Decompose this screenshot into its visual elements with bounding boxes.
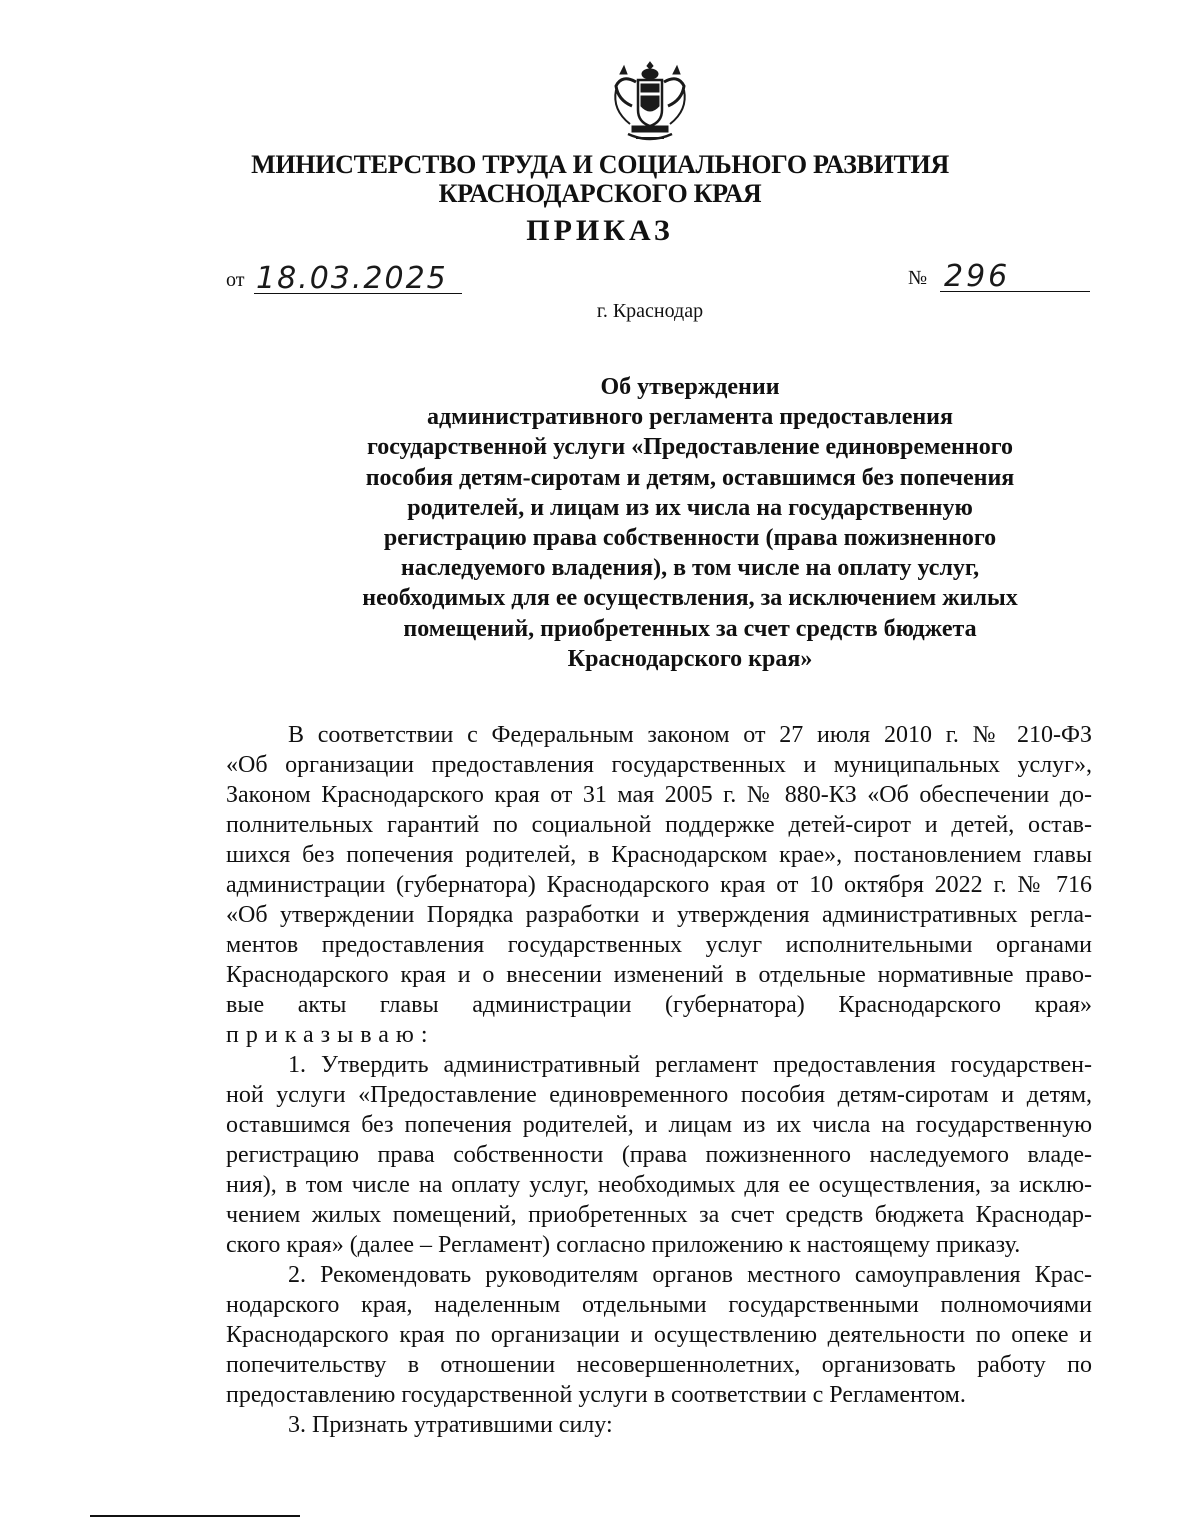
item1-line: чением жилых помещений, приобретенных за счет средств бюджета Краснодар-	[226, 1202, 1092, 1228]
item1-line: регистрацию права собственности (права пожизненного наследуемого владе-	[226, 1142, 1092, 1168]
city: г. Краснодар	[596, 300, 704, 322]
preamble-line: Краснодарского края и о внесении изменений в отдельные нормативные право-	[226, 962, 1092, 988]
preamble-line: администрации (губернатора) Краснодарского края от 10 октября 2022 г. № 716	[226, 872, 1092, 898]
item1-line: ского края» (далее – Регламент) согласно приложению к настоящему приказу.	[226, 1232, 1021, 1258]
subject-line: наследуемого владения), в том числе на оплату услуг,	[400, 555, 980, 582]
subject-line: Об утверждении	[600, 374, 780, 400]
preamble-line: В соответствии с Федеральным законом от 27 июля 2010 г. № 210-ФЗ	[288, 722, 1092, 748]
preamble-line: вые акты главы администрации (губернатора) Краснодарского края»	[226, 992, 1092, 1018]
item1-line: 1. Утвердить административный регламент предоставления государствен-	[288, 1052, 1092, 1078]
item1-line: ния), в том числе на оплату услуг, необходимых для ее осуществления, за исклю-	[226, 1172, 1092, 1198]
preamble-line: Законом Краснодарского края от 31 мая 2005 г. № 880-КЗ «Об обеспечении до-	[226, 782, 1092, 808]
ministry-line-2: КРАСНОДАРСКОГО КРАЯ	[438, 179, 762, 208]
date-underline	[254, 293, 462, 294]
item2-line: попечительству в отношении несовершеннолетних, организовать работу по	[226, 1352, 1092, 1378]
preamble-line: «Об утверждении Порядка разработки и утверждения административных регла-	[226, 902, 1092, 928]
order-number	[908, 259, 1090, 294]
subject-line: государственной услуги «Предоставление единовременного	[366, 434, 1013, 461]
preamble-line: ментов предоставления государственных услуг исполнительными органами	[226, 932, 1092, 958]
preamble-line: «Об организации предоставления государственных и муниципальных услуг»,	[226, 752, 1092, 778]
order-date	[226, 261, 462, 296]
preamble-line: полнительных гарантий по социальной поддержке детей-сирот и детей, остав-	[226, 812, 1092, 838]
item2-line: 2. Рекомендовать руководителям органов местного самоуправления Крас-	[288, 1262, 1092, 1288]
ministry-name	[200, 150, 1000, 208]
number-prefix: №	[908, 267, 928, 289]
date-prefix: от	[226, 269, 245, 291]
item2-line: нодарского края, наделенным отдельными государственными полномочиями	[226, 1292, 1092, 1318]
date-value: 18.03.2025	[256, 261, 448, 296]
number-underline	[940, 291, 1090, 292]
item1-line: оставшимся без попечения родителей, и лицам из их числа на государственную	[226, 1112, 1092, 1138]
krasnodar-coat-of-arms-icon	[610, 60, 690, 144]
subject-line: пособия детям-сиротам и детям, оставшимся без попечения	[365, 464, 1015, 491]
subject-line: необходимых для ее осуществления, за исключением жилых	[362, 585, 1018, 612]
item1-line: ной услуги «Предоставление единовременного пособия детям-сиротам и детям,	[226, 1082, 1092, 1108]
item2-line: предоставлению государственной услуги в соответствии с Регламентом.	[226, 1382, 966, 1408]
subject-line: Краснодарского края»	[567, 645, 813, 672]
subject-line: помещений, приобретенных за счет средств бюджета	[403, 615, 977, 642]
footnote-divider	[90, 1515, 300, 1517]
subject-line: административного регламента предоставления	[427, 404, 953, 431]
order-word: приказываю:	[226, 1022, 435, 1048]
item2-line: Краснодарского края по организации и осуществлению деятельности по опеке и	[226, 1322, 1092, 1348]
order-subject	[300, 372, 1080, 674]
order-body	[226, 720, 1092, 1440]
number-value: 296	[944, 259, 1011, 294]
item3-line: 3. Признать утратившими силу:	[288, 1412, 613, 1438]
document-type: ПРИКАЗ	[526, 214, 674, 247]
ministry-line-1: МИНИСТЕРСТВО ТРУДА И СОЦИАЛЬНОГО РАЗВИТИЯ	[251, 150, 949, 179]
subject-line: регистрацию права собственности (права пожизненного	[383, 525, 997, 552]
preamble-line: шихся без попечения родителей, в Краснодарском крае», постановлением главы	[226, 842, 1092, 868]
subject-line: родителей, и лицам из их числа на государственную	[407, 494, 973, 521]
